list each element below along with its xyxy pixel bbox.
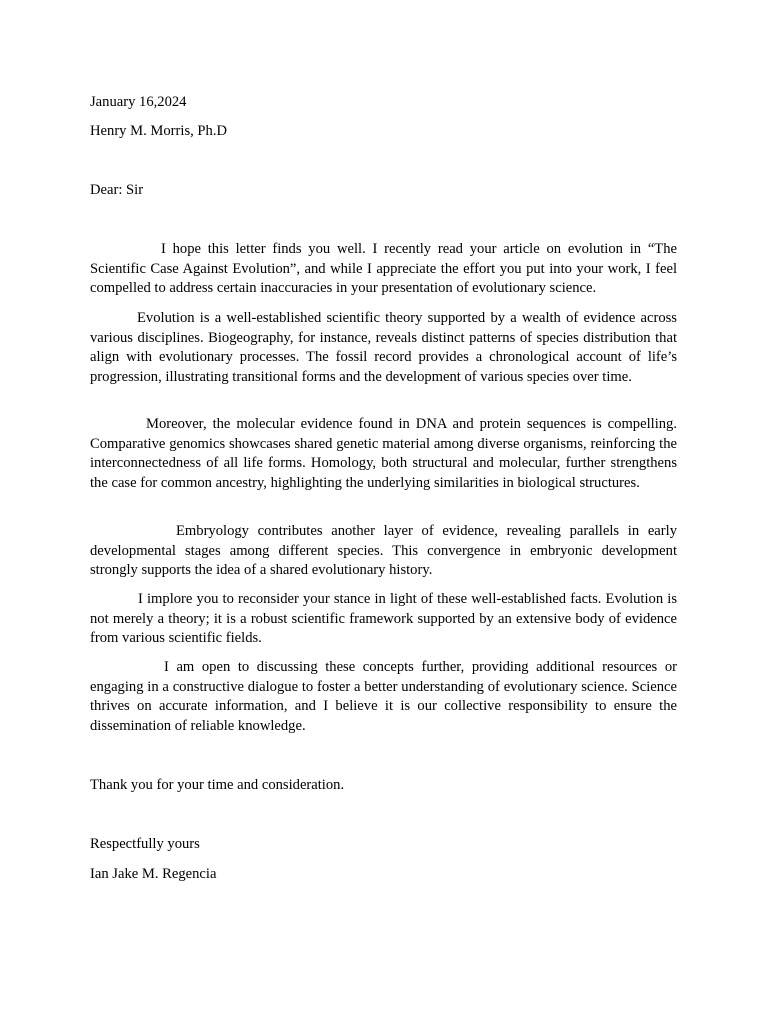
- letter-date: January 16,2024: [90, 94, 187, 110]
- letter-recipient: Henry M. Morris, Ph.D: [90, 123, 228, 139]
- letter-paragraph-4: Embryology contributes another layer of evidence, revealing parallels in early developmental stages among different species. This convergence in embryonic development strongly supports the idea of a shared evolutionary history.: [90, 523, 677, 578]
- letter-paragraph-5: I implore you to reconsider your stance in light of these well-established facts. Evolution is not merely a theory; it is a robust scientific framework supported by an extensive body of evidence from various scientific fields.: [90, 591, 677, 646]
- letter-salutation: Dear: Sir: [90, 182, 144, 198]
- letter-thanks: Thank you for your time and consideration.: [90, 777, 345, 793]
- letter-closing: Respectfully yours: [90, 836, 200, 852]
- letter-paragraph-1: I hope this letter finds you well. I recently read your article on evolution in “The Scientific Case Against Evolution”, and while I appreciate the effort you put into your work, I feel compelled to address certain inaccuracies in your presentation of evolutionary science.: [90, 241, 677, 296]
- letter-paragraph-3: Moreover, the molecular evidence found in DNA and protein sequences is compelling. Comparative genomics showcases shared genetic material among diverse organisms, reinforcing the interconnectedness of all life forms. Homology, both structural and molecular, further strengthens the case for common ancestry, highlighting the underlying similarities in biological structures.: [90, 416, 677, 491]
- letter-paragraph-2: Evolution is a well-established scientific theory supported by a wealth of evidence across various disciplines. Biogeography, for instance, reveals distinct patterns of species distribution that align with evolutionary processes. The fossil record provides a chronological account of life’s progression, illustrating transitional forms and the development of various species over time.: [90, 310, 677, 385]
- letter-paragraph-6: I am open to discussing these concepts further, providing additional resources or engaging in a constructive dialogue to foster a better understanding of evolutionary science. Science thrives on accurate information, and I believe it is our collective responsibility to ensure the dissemination of reliable knowledge.: [90, 659, 677, 734]
- letter-signature: Ian Jake M. Regencia: [90, 866, 217, 882]
